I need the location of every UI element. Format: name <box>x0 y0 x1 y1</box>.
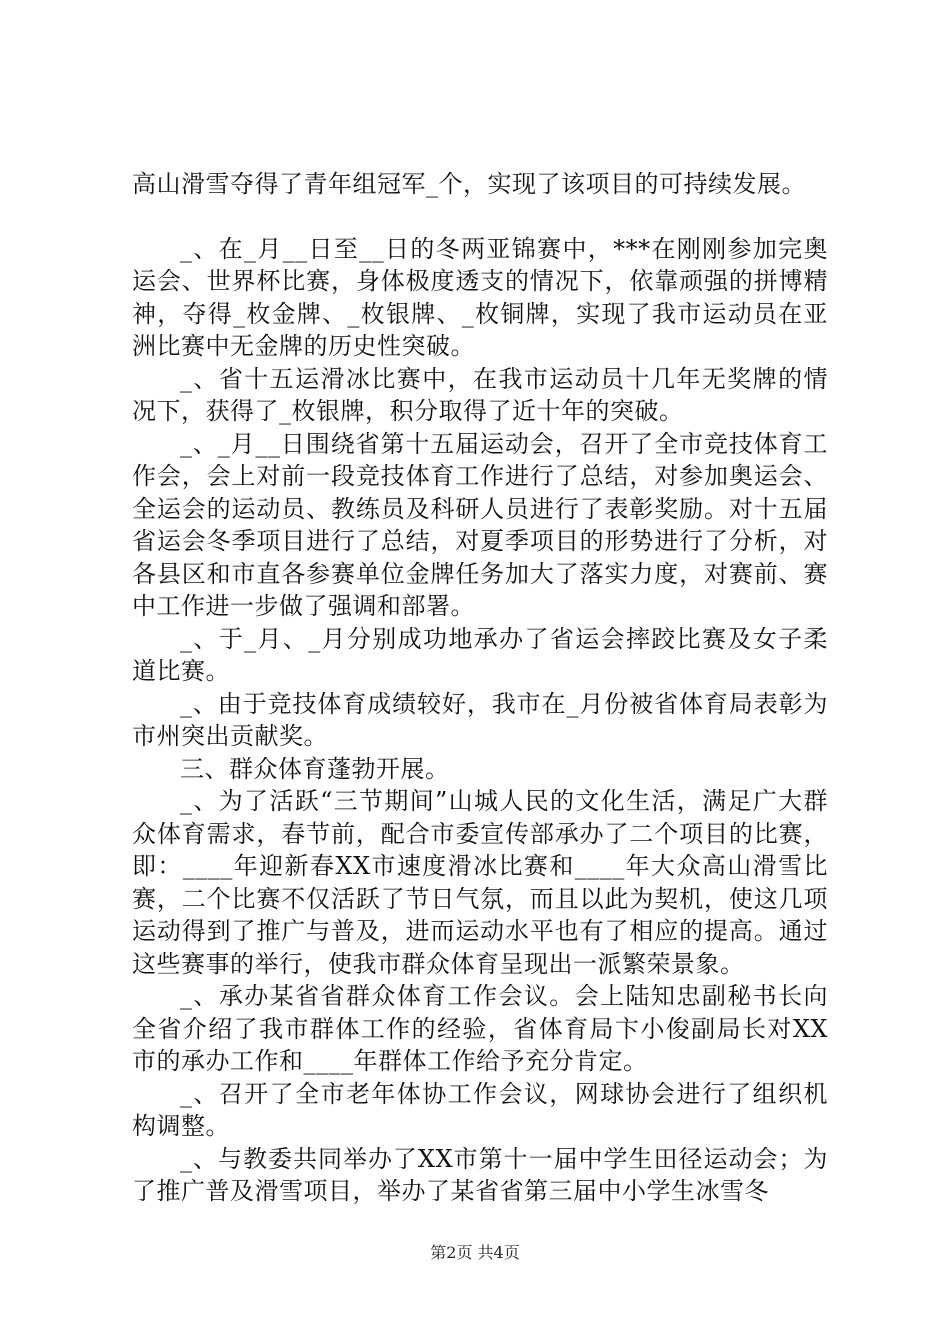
paragraph-10: _、召开了全市老年体协工作会议，网球协会进行了组织机构调整。 <box>132 1079 828 1140</box>
paragraph-2: _、在_月__日至__日的冬两亚锦赛中，***在刚刚参加完奥运会、世界杯比赛，身体极度透支的情况下，依靠顽强的拼博精神，夺得_枚金牌、_枚银牌、_枚铜牌，实现了我市运动员在亚洲比赛中无金牌的历史性突破。 <box>132 234 828 360</box>
paragraph-1: 高山滑雪夺得了青年组冠军_个，实现了该项目的可持续发展。 <box>132 170 806 198</box>
paragraph-5: _、于_月、_月分别成功地承办了省运会摔跤比赛及女子柔道比赛。 <box>132 624 828 685</box>
paragraph-11: _、与教委共同举办了XX市第十一届中学生田径运动会；为了推广普及滑雪项目，举办了某省省第三届中小学生冰雪冬 <box>132 1144 828 1205</box>
section-heading: 三、群众体育蓬勃开展。 <box>180 754 450 783</box>
paragraph-8: _、为了活跃“三节期间”山城人民的文化生活，满足广大群众体育需求，春节前，配合市委宣传部承办了二个项目的比赛，即：____年迎新春XX市速度滑冰比赛和____年大众高山滑雪比赛，二个比赛不仅活跃了节日气氛，而且以此为契机，使这几项运动得到了推广与普及，进而运动水平也有了相应的提高。通过这些赛事的举行，使我市群众体育呈现出一派繁荣景象。 <box>132 787 828 978</box>
document-body <box>132 168 828 1208</box>
paragraph-gap <box>132 201 828 233</box>
paragraph-4: _、_月__日围绕省第十五届运动会，召开了全市竞技体育工作会，会上对前一段竞技体育工作进行了总结，对参加奥运会、全运会的运动员、教练员及科研人员进行了表彰奖励。对十五届省运会冬季项目进行了总结，对夏季项目的形势进行了分析，对各县区和市直各参赛单位金牌任务加大了落实力度，对赛前、赛中工作进一步做了强调和部署。 <box>132 429 828 620</box>
paragraph-9: _、承办某省省群众体育工作会议。会上陆知忠副秘书长向全省介绍了我市群体工作的经验，省体育局卞小俊副局长对XX市的承办工作和____年群体工作给予充分肯定。 <box>132 982 828 1075</box>
paragraph-6: _、由于竞技体育成绩较好，我市在_月份被省体育局表彰为市州突出贡献奖。 <box>132 689 828 750</box>
paragraph-3: _、省十五运滑冰比赛中，在我市运动员十几年无奖牌的情况下，获得了_枚银牌，积分取得了近十年的突破。 <box>132 364 828 425</box>
page-number-footer: 第2页 共4页 <box>430 1243 520 1262</box>
